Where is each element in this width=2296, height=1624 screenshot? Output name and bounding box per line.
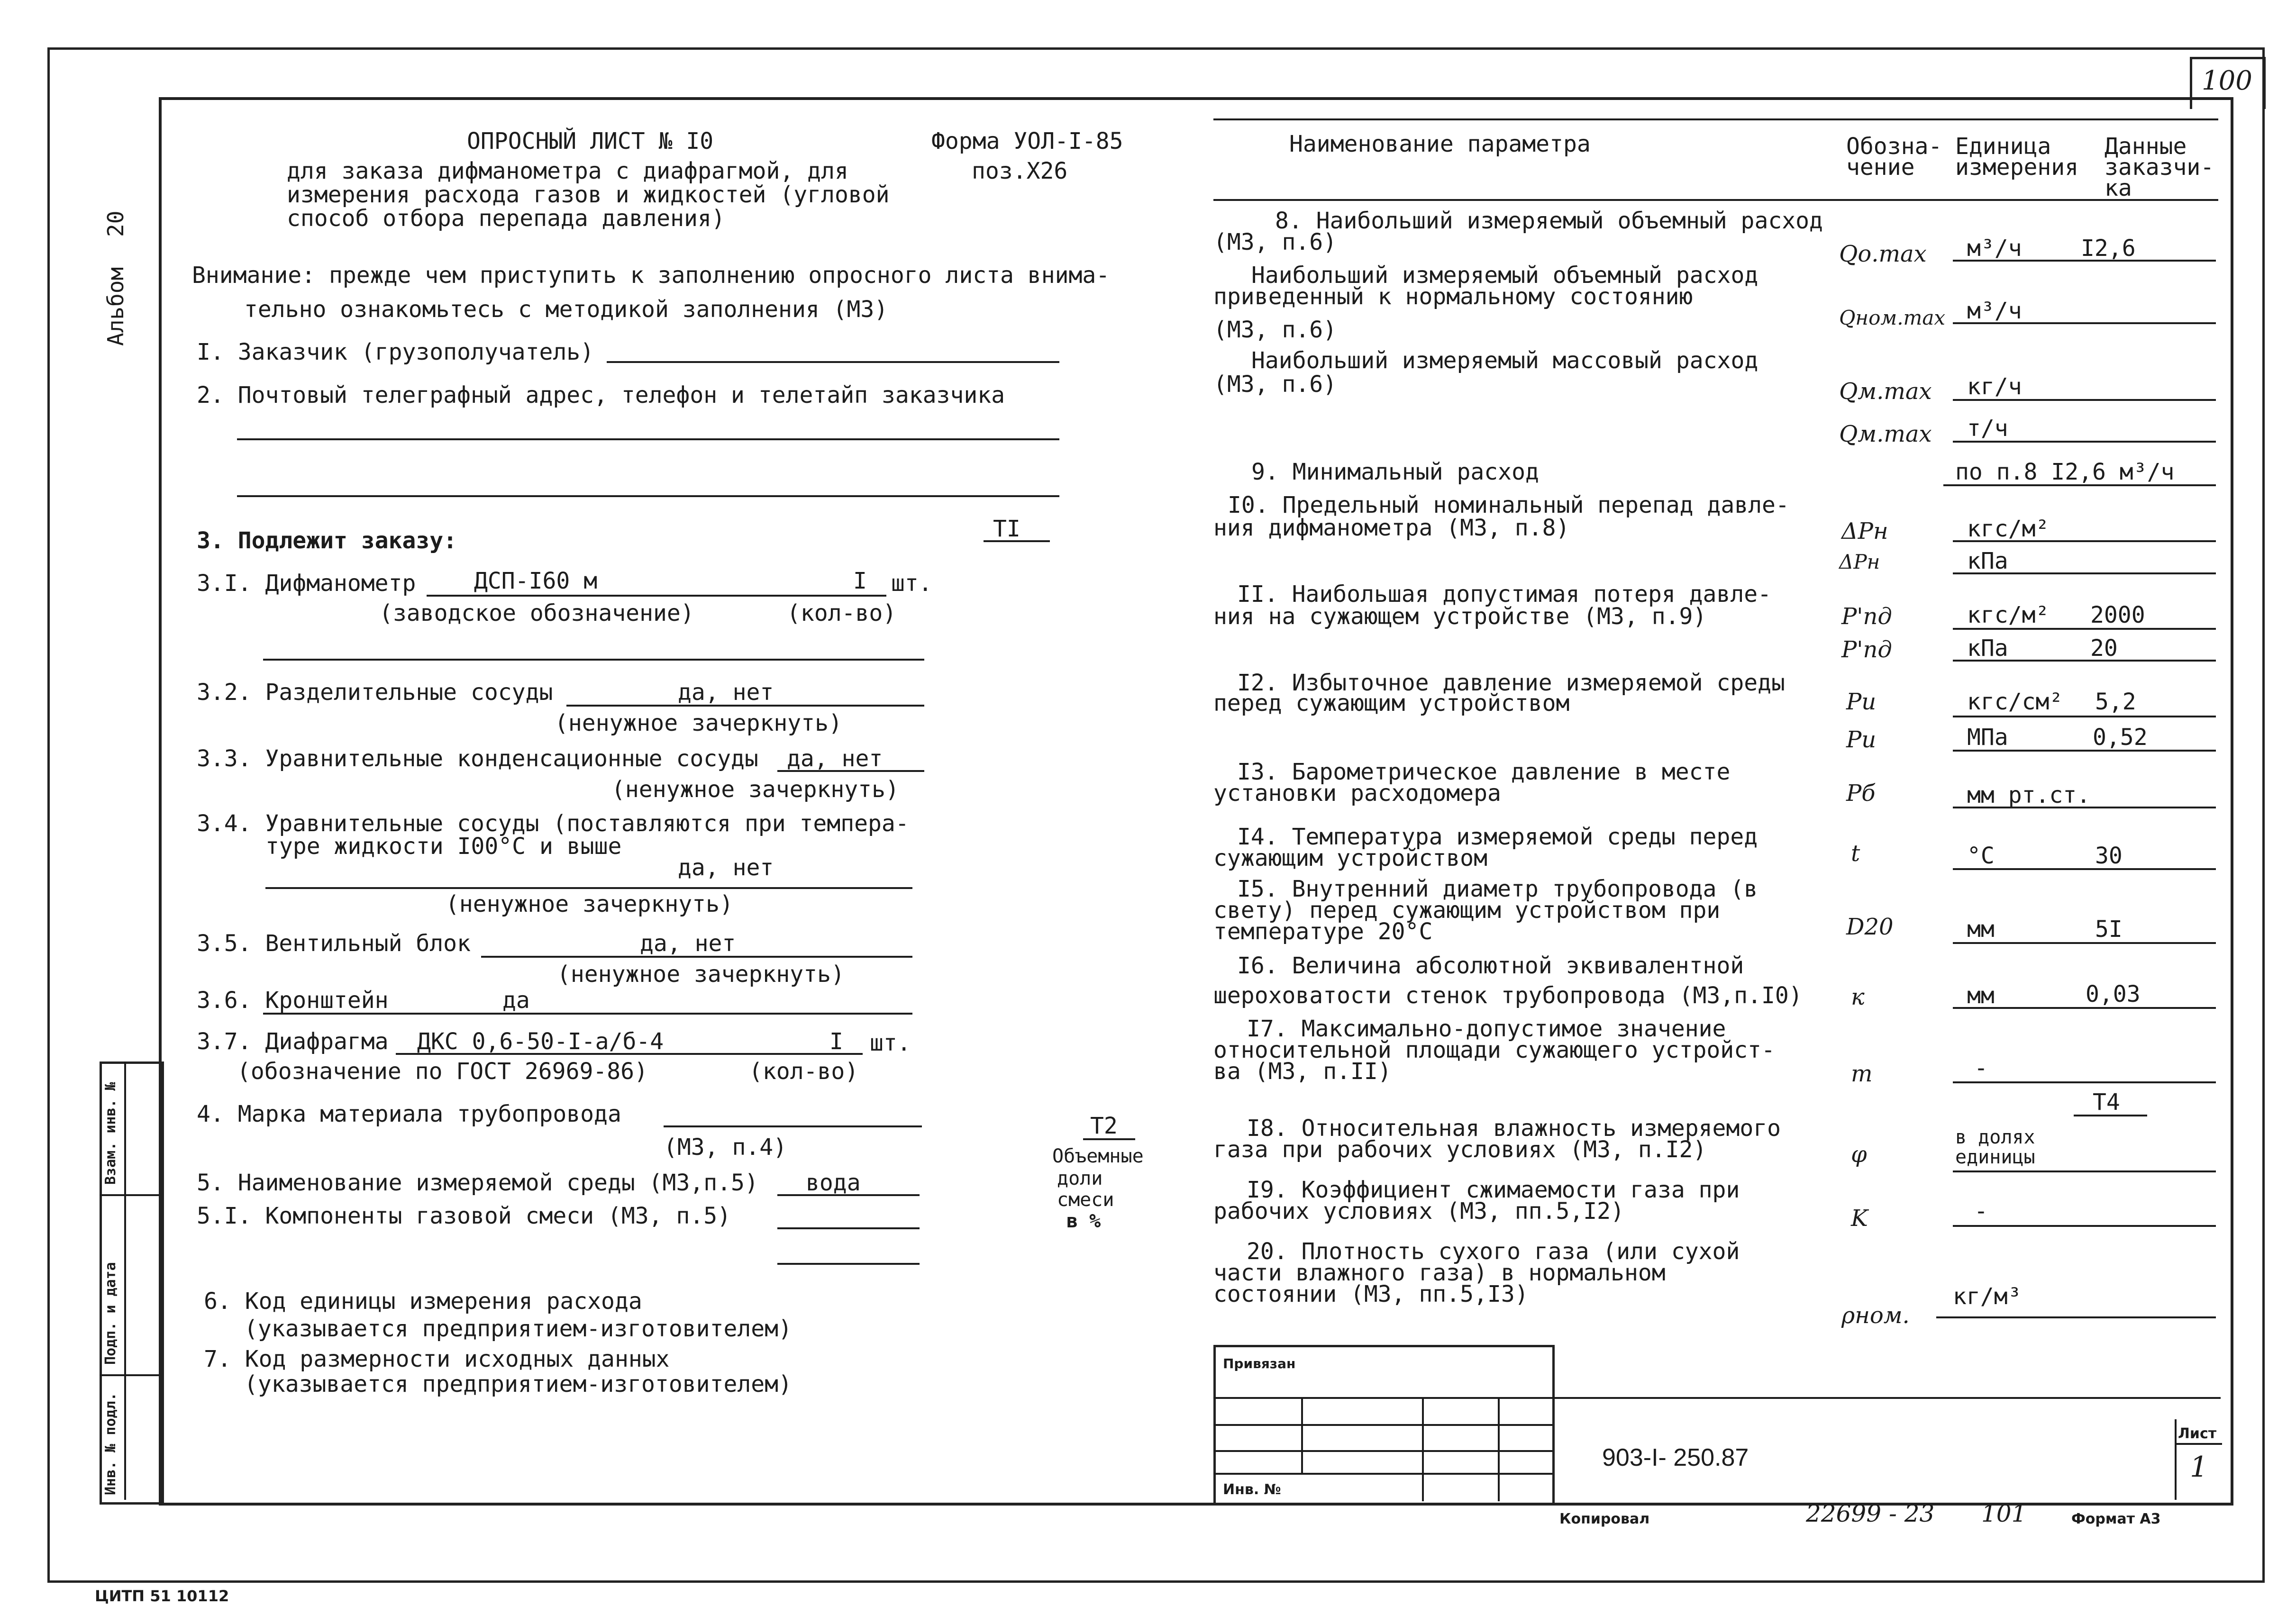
item-4-note: (МЗ, п.4) — [664, 1134, 787, 1161]
param-19-unit: - — [1974, 1198, 1988, 1225]
doc-code: 903-I- 250.87 — [1602, 1444, 1749, 1471]
param-13-line-2: установки расходомера — [1213, 780, 1501, 807]
item-3-3-value: да, нет — [787, 745, 883, 772]
param-20-line-2: части влажного газа) в нормальном — [1213, 1260, 1666, 1286]
header-top-rule — [1213, 118, 2218, 120]
param-8a-symbol: Qо.max — [1839, 241, 1927, 267]
item-3-5-field — [481, 956, 912, 958]
item-3-6-field — [263, 1013, 912, 1015]
subtitle-line-2: измерения расхода газов и жидкостей (угловой — [287, 181, 890, 208]
item-6-line-1: 6. Код единицы измерения расхода — [204, 1288, 642, 1315]
param-16-line-1: I6. Величина абсолютной эквивалентной — [1237, 953, 1744, 979]
side-stamp-vzam: Взам. инв. № — [102, 1082, 119, 1185]
param-20-line-1: 20. Плотность сухого газа (или сухой — [1247, 1238, 1740, 1265]
form-title: ОПРОСНЫЙ ЛИСТ № I0 — [467, 128, 714, 154]
item-3-7-qty: I — [829, 1028, 843, 1055]
item-4-label: 4. Марка материала трубопровода — [197, 1101, 621, 1127]
item-3-5-value: да, нет — [640, 930, 736, 957]
param-12-field-1 — [1953, 716, 2216, 717]
item-5-value: вода — [806, 1170, 861, 1196]
param-8c-field-2 — [1953, 441, 2216, 443]
param-20-field — [1936, 1316, 2216, 1318]
album-label: Альбом — [103, 267, 128, 346]
item-5-1-field-1 — [777, 1227, 920, 1229]
param-14-unit: °С — [1967, 843, 1995, 869]
item-3-7-label: 3.7. Диафрагма — [197, 1028, 389, 1055]
item-2-field-2 — [237, 495, 1059, 497]
item-4-field — [664, 1125, 922, 1127]
attention-line-1: Внимание: прежде чем приступить к заполнению опросного листа внима- — [192, 262, 1110, 289]
item-3: 3. Подлежит заказу: — [197, 527, 457, 554]
attention-line-2: тельно ознакомьтесь с методикой заполнения (МЗ) — [244, 296, 888, 323]
param-8c-unit-2: т/ч — [1967, 415, 2008, 442]
header-data-3: ка — [2105, 175, 2132, 201]
param-8c-field-1 — [1953, 399, 2216, 401]
param-10-field-2 — [1953, 572, 2216, 574]
position-code: поз.Х26 — [972, 158, 1068, 184]
item-3-4-value: да, нет — [678, 854, 774, 881]
privyazan-col — [1422, 1397, 1424, 1501]
param-19-symbol: K — [1851, 1205, 1868, 1232]
param-8b-field — [1953, 322, 2216, 324]
item-3-7-field — [396, 1053, 863, 1055]
privyazan-line — [1213, 1397, 2221, 1399]
param-8c-line-2: (МЗ, п.6) — [1213, 371, 1337, 398]
param-12-unit-1: кгс/см² — [1967, 689, 2063, 715]
param-10-line-1: I0. Предельный номинальный перепад давле- — [1228, 492, 1789, 518]
param-19-field — [1953, 1225, 2216, 1227]
param-12-line-1: I2. Избыточное давление измеряемой среды — [1237, 670, 1785, 696]
param-9-value: по п.8 I2,6 м³/ч — [1955, 459, 2175, 485]
param-11-unit-2: кПа — [1967, 635, 2008, 662]
t1-underline — [984, 540, 1050, 542]
privyazan-line — [1213, 1450, 1552, 1452]
param-8a-line-2: (МЗ, п.6) — [1213, 229, 1337, 255]
item-3-3-note: (ненужное зачеркнуть) — [611, 776, 899, 803]
param-18-symbol: φ — [1851, 1141, 1867, 1168]
param-17-symbol: m — [1851, 1061, 1873, 1087]
param-12-value-1: 5,2 — [2095, 689, 2136, 715]
param-18-unit-2: единицы — [1955, 1146, 2035, 1168]
item-1: I. Заказчик (грузополучатель) — [197, 339, 594, 365]
param-18-unit-1: в долях — [1955, 1126, 2035, 1148]
param-12-value-2: 0,52 — [2093, 724, 2148, 751]
item-5-field — [777, 1194, 920, 1196]
list-label: Лист — [2178, 1425, 2217, 1442]
param-8c-line-1: Наибольший измеряемый массовый расход — [1251, 347, 1758, 374]
album-number: 20 — [103, 210, 128, 237]
param-11-value-2: 20 — [2090, 635, 2118, 662]
header-unit-1: Единица — [1955, 133, 2051, 160]
param-9-field — [1943, 484, 2216, 486]
item-3-3-field — [777, 770, 924, 772]
param-8c-symbol-2: Qм.max — [1839, 421, 1932, 447]
param-11-line-2: ния на сужающем устройстве (МЗ, п.9) — [1213, 603, 1707, 630]
item-3-4-note: (ненужное зачеркнуть) — [446, 891, 733, 917]
item-5-1-field-2 — [777, 1263, 920, 1265]
param-17-line-1: I7. Максимально-допустимое значение — [1247, 1016, 1726, 1042]
param-8a-value: I2,6 — [2081, 235, 2136, 262]
item-3-3-label: 3.3. Уравнительные конденсационные сосуды — [197, 745, 758, 772]
param-17-field — [1953, 1081, 2216, 1083]
param-20-symbol: ρном. — [1841, 1302, 1910, 1329]
item-3-2-field — [566, 705, 924, 707]
param-10-symbol-2: ΔPн — [1839, 550, 1880, 573]
item-3-4-field — [265, 887, 912, 889]
param-15-value: 5I — [2095, 916, 2123, 943]
param-17-line-2: относительной площади сужающего устройст- — [1213, 1037, 1775, 1063]
privyazan-line — [1213, 1473, 1552, 1475]
archive-number: 22699 - 23 — [1806, 1500, 1935, 1527]
item-2-field-1 — [237, 438, 1059, 440]
item-6-line-2: (указывается предприятием-изготовителем) — [244, 1316, 792, 1342]
param-14-line-1: I4. Температура измеряемой среды перед — [1237, 824, 1758, 850]
privyazan-label: Привязан — [1223, 1356, 1296, 1371]
param-10-field-1 — [1953, 540, 2216, 542]
item-3-5-note: (ненужное зачеркнуть) — [557, 961, 845, 988]
side-stamp-inv: Инв. № подл. — [102, 1392, 119, 1495]
side-stamp-line — [100, 1374, 159, 1376]
param-16-field — [1953, 1007, 2216, 1009]
privyazan-line — [1213, 1424, 1552, 1426]
param-11-line-1: II. Наибольшая допустимая потеря давле- — [1237, 581, 1772, 608]
param-11-field-2 — [1953, 660, 2216, 662]
param-14-symbol: t — [1851, 840, 1860, 867]
subtitle-line-3: способ отбора перепада давления) — [287, 205, 725, 232]
param-15-field — [1953, 942, 2216, 944]
param-17-line-3: ва (МЗ, п.II) — [1213, 1058, 1392, 1085]
item-3-5-label: 3.5. Вентильный блок — [197, 930, 471, 957]
header-designation-2: чение — [1846, 154, 1915, 181]
item-3-1-qty: I — [853, 568, 867, 594]
param-12-symbol-1: Pи — [1846, 689, 1877, 715]
header-data-2: заказчи- — [2105, 154, 2214, 181]
copied-label: Копировал — [1559, 1511, 1650, 1527]
param-18-field — [1953, 1170, 2216, 1172]
param-10-unit-1: кгс/м² — [1967, 516, 2050, 542]
param-8a-unit: м³/ч — [1967, 235, 2022, 262]
item-3-1-field — [427, 595, 886, 597]
param-8c-unit-1: кг/ч — [1967, 373, 2022, 400]
header-unit-2: измерения — [1955, 154, 2079, 181]
list-box-left — [2175, 1419, 2177, 1500]
param-19-line-2: рабочих условиях (МЗ, пп.5,I2) — [1213, 1198, 1624, 1225]
item-7-line-1: 7. Код размерности исходных данных — [204, 1346, 670, 1372]
param-12-unit-2: МПа — [1967, 724, 2008, 751]
item-3-7-unit: шт. — [870, 1030, 911, 1056]
item-3-4-line-2: туре жидкости I00°С и выше — [265, 833, 622, 860]
param-17-unit: - — [1974, 1055, 1988, 1081]
header-data-1: Данные — [2105, 133, 2187, 160]
table-t4-label: Т4 — [2093, 1089, 2120, 1116]
param-8a-line-1: 8. Наибольший измеряемый объемный расход — [1275, 208, 1823, 234]
header-bottom-rule — [1213, 199, 2218, 201]
side-stamp-podp: Подп. и дата — [102, 1262, 119, 1365]
t2-note-3: смеси — [1057, 1189, 1114, 1211]
param-13-symbol: Pб — [1846, 780, 1876, 807]
header-designation-1: Обозна- — [1846, 133, 1942, 160]
param-15-unit: мм — [1967, 916, 1995, 943]
item-3-1-note: (заводское обозначение) — [379, 600, 694, 626]
t2-note-1: Объемные — [1052, 1145, 1144, 1167]
side-stamp-line — [100, 1194, 159, 1196]
item-3-4-line-1: 3.4. Уравнительные сосуды (поставляются при темпера- — [197, 810, 909, 837]
param-10-line-2: ния дифманометра (МЗ, п.8) — [1213, 515, 1570, 541]
param-20-line-3: состоянии (МЗ, пп.5,I3) — [1213, 1281, 1529, 1307]
param-15-line-2: свету) перед сужающим устройством при — [1213, 897, 1721, 924]
privyazan-col — [1498, 1397, 1500, 1501]
inv-no-label: Инв. № — [1223, 1481, 1281, 1498]
param-11-value-1: 2000 — [2090, 602, 2145, 628]
item-3-2-note: (ненужное зачеркнуть) — [555, 710, 842, 736]
param-8b-line-2: приведенный к нормальному состоянию — [1213, 283, 1693, 310]
item-3-2-value: да, нет — [678, 679, 774, 706]
t2-note-2: доли — [1057, 1168, 1103, 1189]
param-14-value: 30 — [2095, 843, 2123, 869]
item-3-1-qty-note: (кол-во) — [787, 600, 897, 626]
param-13-field — [1953, 807, 2216, 808]
list-number: 1 — [2190, 1451, 2208, 1484]
param-14-line-2: сужающим устройством — [1213, 845, 1487, 871]
t2-note-4: в % — [1066, 1210, 1101, 1232]
archive-number-2: 101 — [1981, 1500, 2027, 1527]
side-stamp-divider — [124, 1061, 126, 1500]
item-5-label: 5. Наименование измеряемой среды (МЗ,п.5) — [197, 1170, 758, 1196]
param-20-unit: кг/м³ — [1953, 1283, 2022, 1310]
param-15-line-1: I5. Внутренний диаметр трубопровода (в — [1237, 876, 1758, 902]
table-t1-label: TI — [993, 516, 1020, 542]
privyazan-col — [1301, 1397, 1303, 1473]
item-3-6-label: 3.6. Кронштейн — [197, 987, 389, 1014]
param-12-field-2 — [1953, 750, 2216, 752]
param-19-line-1: I9. Коэффициент сжимаемости газа при — [1247, 1177, 1740, 1203]
param-13-unit: мм рт.ст. — [1967, 782, 2091, 808]
item-3-7-note: (обозначение по ГОСТ 26969-86) — [237, 1058, 648, 1085]
item-3-1-field-2 — [263, 659, 924, 661]
format-label: Формат А3 — [2071, 1511, 2161, 1527]
param-16-unit: мм — [1967, 982, 1995, 1009]
table-t2-label: Т2 — [1090, 1113, 1118, 1139]
stamp-codes: ЦИТП 51 10112 — [95, 1587, 229, 1605]
t2-underline — [1083, 1138, 1135, 1140]
item-3-1-label: 3.I. Дифманометр — [197, 570, 416, 597]
param-18-line-1: I8. Относительная влажность измеряемого — [1247, 1115, 1781, 1142]
item-5-1-label: 5.I. Компоненты газовой смеси (МЗ, п.5) — [197, 1203, 731, 1229]
param-9: 9. Минимальный расход — [1251, 459, 1539, 485]
item-3-1-unit: шт. — [891, 570, 932, 597]
param-10-unit-2: кПа — [1967, 548, 2008, 574]
param-15-line-3: температуре 20°С — [1213, 918, 1433, 945]
param-8b-line-3: (МЗ, п.6) — [1213, 317, 1337, 343]
t4-underline — [2074, 1115, 2147, 1116]
param-18-line-2: газа при рабочих условиях (МЗ, п.I2) — [1213, 1136, 1707, 1163]
param-8b-line-1: Наибольший измеряемый объемный расход — [1251, 262, 1758, 289]
subtitle-line-1: для заказа дифманометра с диафрагмой, для — [287, 158, 848, 184]
param-8c-symbol-1: Qм.max — [1839, 378, 1932, 405]
param-16-line-2: шероховатости стенок трубопровода (МЗ,п.I0) — [1213, 982, 1803, 1009]
param-12-symbol-2: Pи — [1846, 726, 1877, 753]
item-3-7-qty-note: (кол-во) — [749, 1058, 859, 1085]
item-2: 2. Почтовый телеграфный адрес, телефон и телетайп заказчика — [197, 382, 1005, 408]
param-11-unit-1: кгс/м² — [1967, 602, 2050, 628]
page-number: 100 — [2202, 65, 2252, 96]
item-1-field — [607, 361, 1059, 363]
param-8a-field — [1953, 260, 2216, 262]
item-3-6-value: да — [502, 987, 530, 1014]
param-8b-unit: м³/ч — [1967, 298, 2022, 324]
form-code: Форма УОЛ-I-85 — [931, 128, 1123, 154]
item-7-line-2: (указывается предприятием-изготовителем) — [244, 1371, 792, 1397]
param-16-value: 0,03 — [2086, 981, 2141, 1007]
param-14-field — [1953, 868, 2216, 870]
item-3-7-value: ДКС 0,6-50-I-а/б-4 — [417, 1028, 664, 1055]
param-8b-symbol: Qном.max — [1839, 306, 1946, 329]
param-13-line-1: I3. Барометрическое давление в месте — [1237, 759, 1731, 785]
param-16-symbol: к — [1851, 984, 1865, 1010]
item-3-2-label: 3.2. Разделительные сосуды — [197, 679, 553, 706]
param-11-field-1 — [1953, 628, 2216, 630]
item-3-1-value: ДСП-I60 м — [474, 568, 598, 594]
header-name: Наименование параметра — [1289, 131, 1591, 157]
param-12-line-2: перед сужающим устройством — [1213, 690, 1570, 717]
param-11-symbol-1: P'пд — [1841, 603, 1892, 630]
param-10-symbol-1: ΔPн — [1841, 518, 1888, 544]
param-11-symbol-2: P'пд — [1841, 636, 1892, 663]
param-15-symbol: D20 — [1846, 914, 1894, 940]
